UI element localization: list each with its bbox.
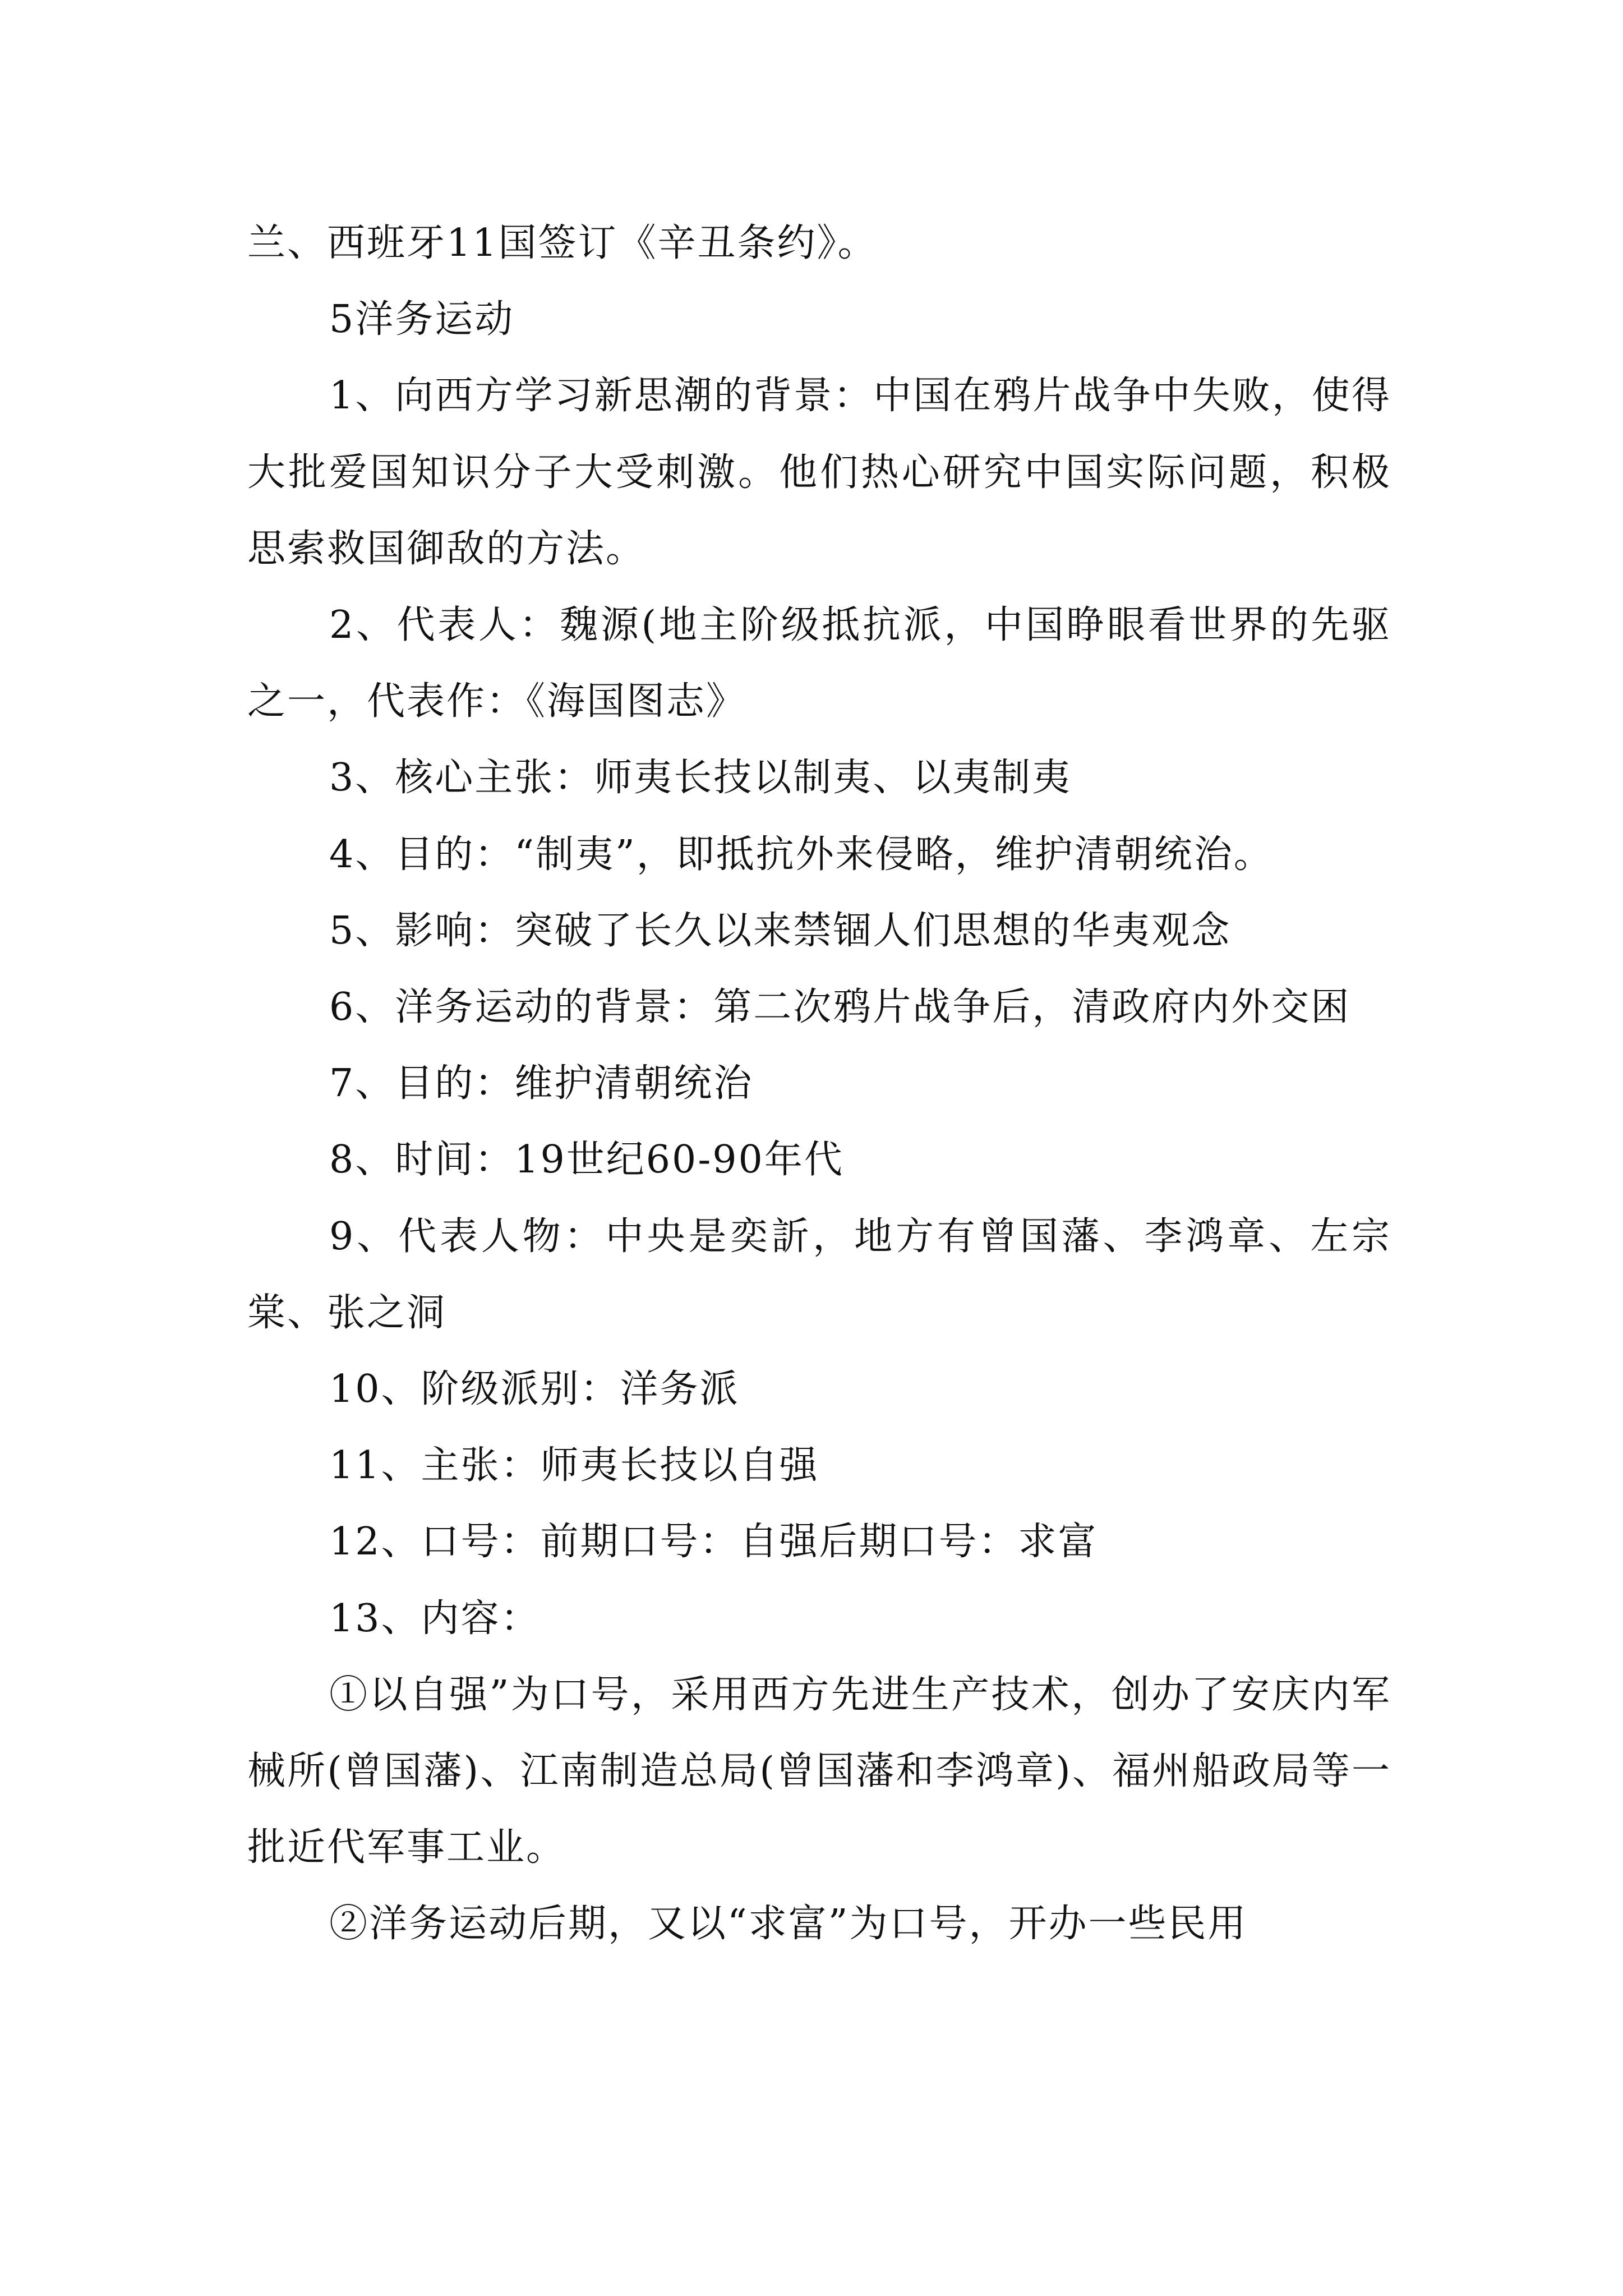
paragraph: 12、口号：前期口号：自强后期口号：求富 — [329, 1520, 1098, 1565]
paragraph: ②洋务运动后期，又以“求富”为口号，开办一些民用 — [329, 1902, 1248, 1947]
paragraph: 10、阶级派别：洋务派 — [329, 1367, 740, 1412]
section-heading: 5洋务运动 — [329, 297, 515, 342]
paragraph: 11、主张：师夷长技以自强 — [329, 1443, 819, 1488]
document-body — [247, 205, 1391, 1963]
paragraph: ①以自强”为口号，采用西方先进生产技术，创办了安庆内军械所(曾国藩)、江南制造总局(曾国藩和李鸿章)、福州船政局等一批近代军事工业。 — [247, 1672, 1391, 1870]
paragraph: 1、向西方学习新思潮的背景：中国在鸦片战争中失败，使得大批爱国知识分子大受刺激。他们热心研究中国实际问题，积极思索救国御敌的方法。 — [247, 374, 1391, 571]
paragraph: 兰、西班牙11国签订《辛丑条约》。 — [247, 221, 878, 265]
paragraph: 3、核心主张：师夷长技以制夷、以夷制夷 — [329, 756, 1072, 800]
paragraph: 4、目的：“制夷”，即抵抗外来侵略，维护清朝统治。 — [329, 832, 1274, 877]
paragraph: 13、内容： — [329, 1596, 541, 1641]
paragraph: 8、时间：19世纪60-90年代 — [329, 1138, 844, 1182]
paragraph: 7、目的：维护清朝统治 — [329, 1061, 754, 1106]
paragraph: 9、代表人物：中央是奕訢，地方有曾国藩、李鸿章、左宗棠、张之洞 — [247, 1214, 1391, 1335]
paragraph: 6、洋务运动的背景：第二次鸦片战争后，清政府内外交困 — [329, 985, 1351, 1030]
paragraph: 5、影响：突破了长久以来禁锢人们思想的华夷观念 — [329, 908, 1232, 953]
paragraph: 2、代表人：魏源(地主阶级抵抗派，中国睁眼看世界的先驱之一，代表作：《海国图志》 — [247, 603, 1391, 724]
